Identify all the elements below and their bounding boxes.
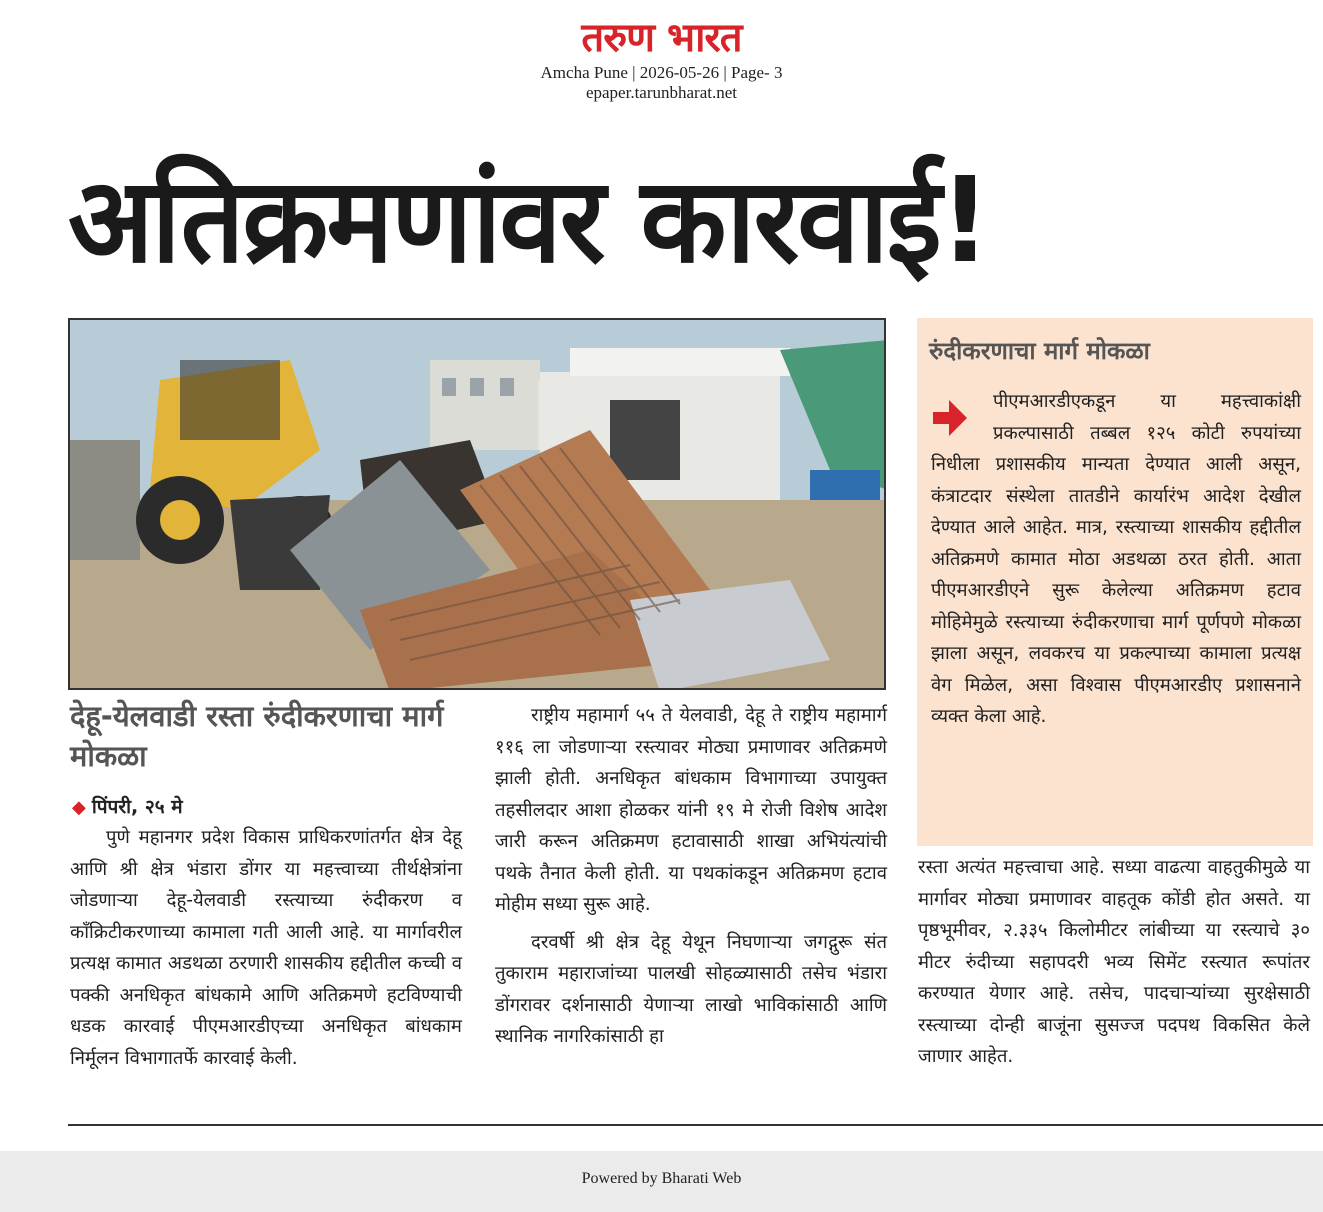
dateline-text: पिंपरी, २५ मे [91,796,183,818]
article-column-2 [495,700,887,1053]
footer [0,1151,1323,1212]
bottom-rule [68,1124,1323,1126]
paragraph: राष्ट्रीय महामार्ग ५५ ते येलवाडी, देहू ते राष्ट्रीय महामार्ग ११६ ला जोडणाऱ्या रस्त्यावर मोठ्या प्रमाणावर अतिक्रमणे झाली होती. अनधिकृत बांधकाम विभागाच्या उपायुक्त तहसीलदार आशा होळकर यांनी १९ मे रोजी विशेष आदेश जारी करून अतिक्रमण हटावासाठी शाखा अभियंत्यांची पथके तैनात केली होती. या पथकांकडून अतिक्रमण हटाव मोहीम सध्या सुरू आहे. [495,705,887,915]
article-column-1 [70,822,462,1074]
diamond-icon: ◆ [72,797,86,818]
masthead [0,14,1323,103]
paragraph: दरवर्षी श्री क्षेत्र देहू येथून निघणाऱ्या जगद्गुरू संत तुकाराम महाराजांच्या पालखी सोहळ्यासाठी तसेच भंडारा डोंगरावर दर्शनासाठी येणाऱ्या लाखो भाविकांसाठी आणि स्थानिक नागरिकांसाठी हा [495,931,887,1047]
dateline [72,793,462,822]
newspaper-logo[interactable] [581,14,741,62]
powered-by-link[interactable]: Powered by Bharati Web [581,1170,742,1187]
logo-text: तरुण भारत [581,15,742,61]
article-photo [68,318,886,690]
paragraph: रस्ता अत्यंत महत्त्वाचा आहे. सध्या वाढत्या वाहतुकीमुळे या मार्गावर मोठ्या प्रमाणावर वाहतूक कोंडी होत असते. या पृष्ठभूमीवर, २.३३५ किलोमीटर लांबीच्या या रस्त्याचे ३० मीटर रुंदीच्या सहापदरी भव्य सिमेंट रस्त्यात रूपांतर करण्यात येणार आहे. तसेच, पादचाऱ्यांच्या सुरक्षेसाठी रस्त्याच्या दोन्ही बाजूंना सुसज्ज पदपथ विकसित केले जाणार आहेत. [918,857,1310,1067]
sidebar-title: रुंदीकरणाचा मार्ग मोकळा [929,337,1150,365]
sidebar-body-text: पीएमआरडीएकडून या महत्त्वाकांक्षी प्रकल्पासाठी तब्बल १२५ कोटी रुपयांच्या निधीला प्रशासकीय मान्यता देण्यात आली असून, कंत्राटदार संस्थेला तातडीने कार्यारंभ आदेश देखील देण्यात आले आहेत. मात्र, रस्त्याच्या शासकीय हद्दीतील अतिक्रमणे कामात मोठा अडथळा ठरत होती. आता पीएमआरडीएने सुरू केलेल्या अतिक्रमण हटाव मोहिमेमुळे रस्त्याच्या रुंदीकरणाचा मार्ग पूर्णपणे मोकळा झाला असून, लवकरच या प्रकल्पाच्या कामाला प्रत्यक्ष वेग मिळेल, असा विश्वास पीएमआरडीए प्रशासनाने व्यक्त केला आहे. [931,391,1301,727]
article-subhead: देहू-येलवाडी रस्ता रुंदीकरणाचा मार्ग मोकळा [70,699,444,773]
sidebar-box [917,318,1313,846]
site-url[interactable]: epaper.tarunbharat.net [585,83,738,102]
sidebar-body [931,386,1301,733]
article-headline: अतिक्रमणांवर कारवाई! [68,153,989,290]
edition-info: Amcha Pune | 2026-05-26 | Page- 3 [540,63,783,82]
arrow-spacer [931,386,993,442]
article-column-3 [918,852,1310,1073]
paragraph: पुणे महानगर प्रदेश विकास प्राधिकरणांतर्गत क्षेत्र देहू आणि श्री क्षेत्र भंडारा डोंगर या महत्त्वाच्या तीर्थक्षेत्रांना जोडणाऱ्या देहू-येलवाडी रस्त्याच्या रुंदीकरण व कॉंक्रिटीकरणाच्या कामाला गती आली आहे. या मार्गावरील प्रत्यक्ष कामात अडथळा ठरणारी शासकीय हद्दीतील कच्ची व पक्की अनधिकृत बांधकामे आणि अतिक्रमणे हटविण्याची धडक कारवाई पीएमआरडीएच्या अनधिकृत बांधकाम निर्मूलन विभागातर्फे कारवाई केली. [70,827,462,1069]
